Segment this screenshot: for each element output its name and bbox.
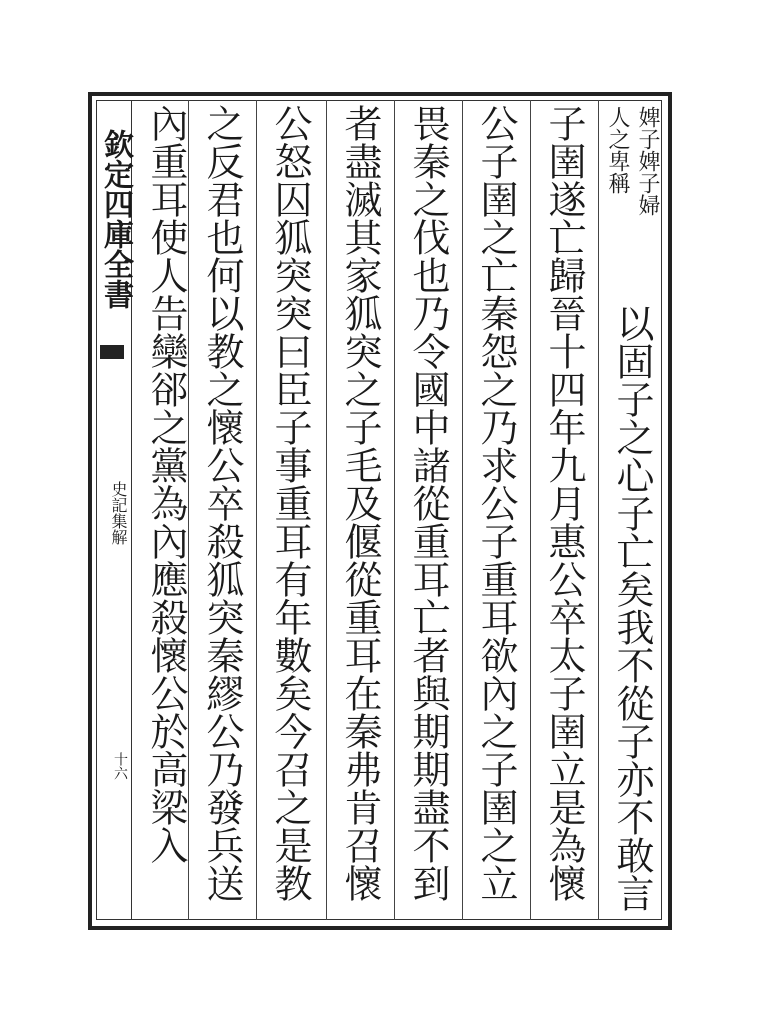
text-column-8: 內重耳使人告欒郤之黨為內應殺懷公於高梁入	[144, 104, 188, 864]
text-column-7: 之反君也何以教之懷公卒殺狐突秦繆公乃發兵送	[200, 104, 244, 902]
text-column-3: 公子圉之亡秦怨之乃求公子重耳欲內之子圉之立	[474, 104, 518, 902]
text-column-1: 以固子之心子亡矣我不從子亦不敢言	[610, 304, 654, 912]
column-divider	[530, 100, 531, 920]
column-divider	[326, 100, 327, 920]
text-column-2: 子圉遂亡歸晉十四年九月惠公卒太子圉立是為懷	[542, 104, 586, 902]
annotation-line-2: 人之卑稱	[605, 106, 630, 194]
column-divider	[598, 100, 599, 920]
text-column-6: 公怒囚狐突突曰臣子事重耳有年數矣今召之是教	[268, 104, 312, 902]
column-divider	[256, 100, 257, 920]
text-column-4: 畏秦之伐也乃令國中諸從重耳亡者與期期盡不到	[406, 104, 450, 902]
fish-tail-mark	[100, 345, 124, 359]
book-title: 史記集解	[109, 481, 128, 545]
column-divider	[394, 100, 395, 920]
annotation-line-1: 婢子婢子婦	[635, 106, 660, 216]
page-number: 十六	[112, 752, 128, 780]
column-divider	[462, 100, 463, 920]
series-title: 欽定四庫全書	[98, 129, 133, 309]
text-column-5: 者盡滅其家狐突之子毛及偃從重耳在秦弗肯召懷	[338, 104, 382, 902]
